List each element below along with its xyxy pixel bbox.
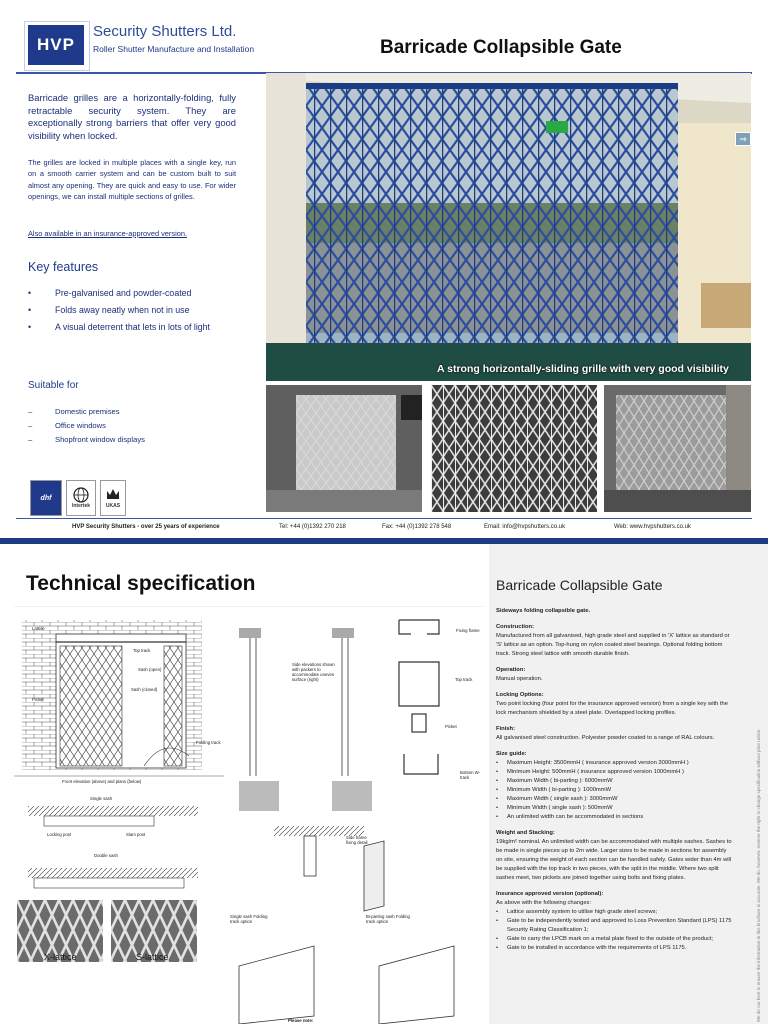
spec-title: Barricade Collapsible Gate: [496, 577, 663, 593]
globe-icon: [73, 487, 89, 503]
footer-tel: Tel: +44 (0)1392 270 218: [279, 524, 346, 530]
list-item: • Pre-galvanised and powder-coated: [28, 288, 192, 298]
size-list: [496, 759, 734, 822]
list-item: • Minimum Width ( single sash ): 500mmW: [496, 804, 613, 811]
key-features-title: Key features: [28, 260, 99, 274]
spec-subtitle: Sideways folding collapsible gate.: [496, 608, 591, 614]
disclaimer-side-note: We do our best to ensure the information in this brochure is accurate. We do, however, reserve the right to change specification without prior notice.: [756, 728, 761, 1022]
gate-photo-thumb-2: [431, 385, 597, 512]
weight-text: 19kg/m² nominal. An unlimited width can be accommodated with multiple sashes. Sashes to be made in single pieces up to 2m wide. Larger sizes to be made in sections for assembly on site, ensuring the weight of each section can be handled safely. Gates wider than 4m will be supplied with the top track in two pieces, with the split in the middle. Where two split sashes meet, two pickets are joined together using bolts and fixing plates.: [496, 838, 732, 881]
weight-heading: Weight and Stacking:: [496, 829, 555, 836]
diagram-label: Folding track: [196, 740, 221, 745]
diagram-label: Side elevations shown with packers to accommodate uneven surface (right): [292, 662, 335, 682]
diagram-label: Sash (open): [138, 667, 162, 672]
company-tagline: Roller Shutter Manufacture and Installation: [93, 44, 255, 54]
diagram-label: Top track: [133, 648, 151, 653]
diagram-label: Top track: [455, 677, 473, 682]
intro-paragraph-2: The grilles are locked in multiple places with a single key, run on a smooth carrier system and can be custom built to suit almost any opening. They are quick and easy to use. For wider openings, we can install multiple sections of grilles.: [28, 158, 236, 202]
footer-email[interactable]: Email: info@hvpshutters.co.uk: [484, 524, 566, 530]
dhf-logo: dhf: [30, 480, 62, 516]
operation-heading: Operation:: [496, 666, 526, 673]
next-arrow-icon[interactable]: ⇒: [735, 132, 751, 146]
insurance-approved-note: Also available in an insurance-approved version.: [28, 229, 187, 238]
key-features-list: [28, 288, 210, 339]
construction-heading: Construction:: [496, 623, 534, 630]
insurance-heading: Insurance approved version (optional):: [496, 890, 604, 897]
list-item: • Maximum Width ( single sash ): 3000mmW: [496, 795, 618, 802]
list-item: • A visual deterrent that lets in lots of light: [28, 322, 211, 332]
diagram-label: Double sash: [94, 853, 118, 858]
list-item: • Gate to be independently tested and approved to Loss Prevention Standard (LPS) 1175 Security Rating Classification 1;: [496, 917, 732, 933]
x-lattice-label: X-lattice: [44, 952, 77, 962]
list-item: – Office windows: [28, 421, 106, 430]
finish-text: All galvanised steel construction. Polyester powder coated to a range of RAL colours.: [496, 734, 715, 741]
list-item: – Domestic premises: [28, 407, 120, 416]
list-item: • Minimum Height: 500mmH ( insurance approved version 1000mmH ): [496, 768, 684, 775]
hvp-logo: HVP: [28, 25, 84, 65]
diagram-label: Front elevation (above) and plans (below): [62, 779, 142, 784]
diagram-label: Please note:: [288, 1018, 314, 1023]
footer-web[interactable]: Web: www.hvpshutters.co.uk: [614, 524, 691, 530]
diagram-label: Picket: [32, 697, 44, 702]
list-item: • Gate to carry the LPCB mark on a metal plate fixed to the outside of the product;: [496, 935, 714, 942]
diagram-label: Lattice: [32, 626, 45, 631]
footer-fax: Fax: +44 (0)1392 278 548: [382, 524, 452, 530]
list-item: • Folds away neatly when not in use: [28, 305, 190, 315]
finish-heading: Finish:: [496, 725, 515, 732]
diagram-label: Locking post: [47, 832, 72, 837]
gate-photo-thumb-3: [604, 385, 751, 512]
list-item: – Shopfront window displays: [28, 435, 145, 444]
footer-tagline: HVP Security Shutters - over 25 years of experience: [72, 524, 220, 530]
insurance-intro: As above with the following changes:: [496, 899, 592, 906]
footer-rule: [16, 518, 752, 519]
gate-photo-main: [266, 73, 751, 381]
list-item: • Gate to be installed in accordance with the requirements of LPS 1175.: [496, 944, 687, 951]
diagram-label: Bottom W-track: [460, 770, 481, 780]
diagram-label: Bi-parting sash Folding track option: [366, 914, 410, 924]
diagram-label: Slam post: [126, 832, 146, 837]
suitable-for-title: Suitable for: [28, 380, 79, 391]
diagram-label: Single sash Folding track option: [230, 914, 268, 924]
diagram-label: Single sash: [90, 796, 113, 801]
photo-caption: A strong horizontally-sliding grille with very good visibility: [437, 363, 729, 375]
list-item: • Minimum Width ( bi-parting ): 1000mmW: [496, 786, 612, 793]
locking-heading: Locking Options:: [496, 691, 544, 698]
list-item: • Lattice assembly system to utilise high grade steel screws;: [496, 908, 658, 915]
intertek-logo: Intertek: [66, 480, 96, 516]
diagram-label: Picket: [445, 724, 457, 729]
diagram-label: Side frame fixing detail: [346, 835, 368, 845]
document-title: Barricade Collapsible Gate: [380, 37, 622, 58]
brochure-page-2: [0, 544, 768, 1024]
company-name: Security Shutters Ltd.: [93, 23, 237, 40]
size-heading: Size guide:: [496, 750, 527, 757]
suitable-for-list: [28, 407, 145, 449]
diagram-label: Fixing frame: [456, 628, 480, 633]
ukas-logo: UKAS: [100, 480, 126, 516]
diagram-label: Sash (closed): [131, 687, 158, 692]
list-item: • An unlimited width can be accommodated in sections: [496, 813, 644, 820]
insurance-list: [496, 908, 734, 953]
crown-icon: [106, 487, 120, 503]
list-item: • Maximum Height: 3500mmH ( insurance approved version 3000mmH ): [496, 759, 689, 766]
list-item: • Maximum Width ( bi-parting ): 6000mmW: [496, 777, 613, 784]
operation-text: Manual operation.: [496, 675, 543, 682]
spec-body: [496, 603, 734, 952]
intro-paragraph: Barricade grilles are a horizontally-folding, fully retractable security system. They are exceptionally strong barriers that offer very good visibility when locked.: [28, 92, 236, 141]
tech-spec-title: Technical specification: [26, 572, 256, 595]
locking-text: Two point locking (four point for the insurance approved version) from a single key with the lock mechanism shielded by a steel plate. Overlapped locking profiles.: [496, 700, 728, 716]
construction-text: Manufactured from all galvanised, high grade steel and supplied in 'X' lattice as standard or 'S' lattice as an option. Top-hung on nylon coated steel bearings. Optional folding bottom track. Strong steel lattice with smooth durable finish.: [496, 632, 730, 657]
gate-photo-thumb-1: [266, 385, 422, 512]
s-lattice-label: S-lattice: [136, 952, 169, 962]
